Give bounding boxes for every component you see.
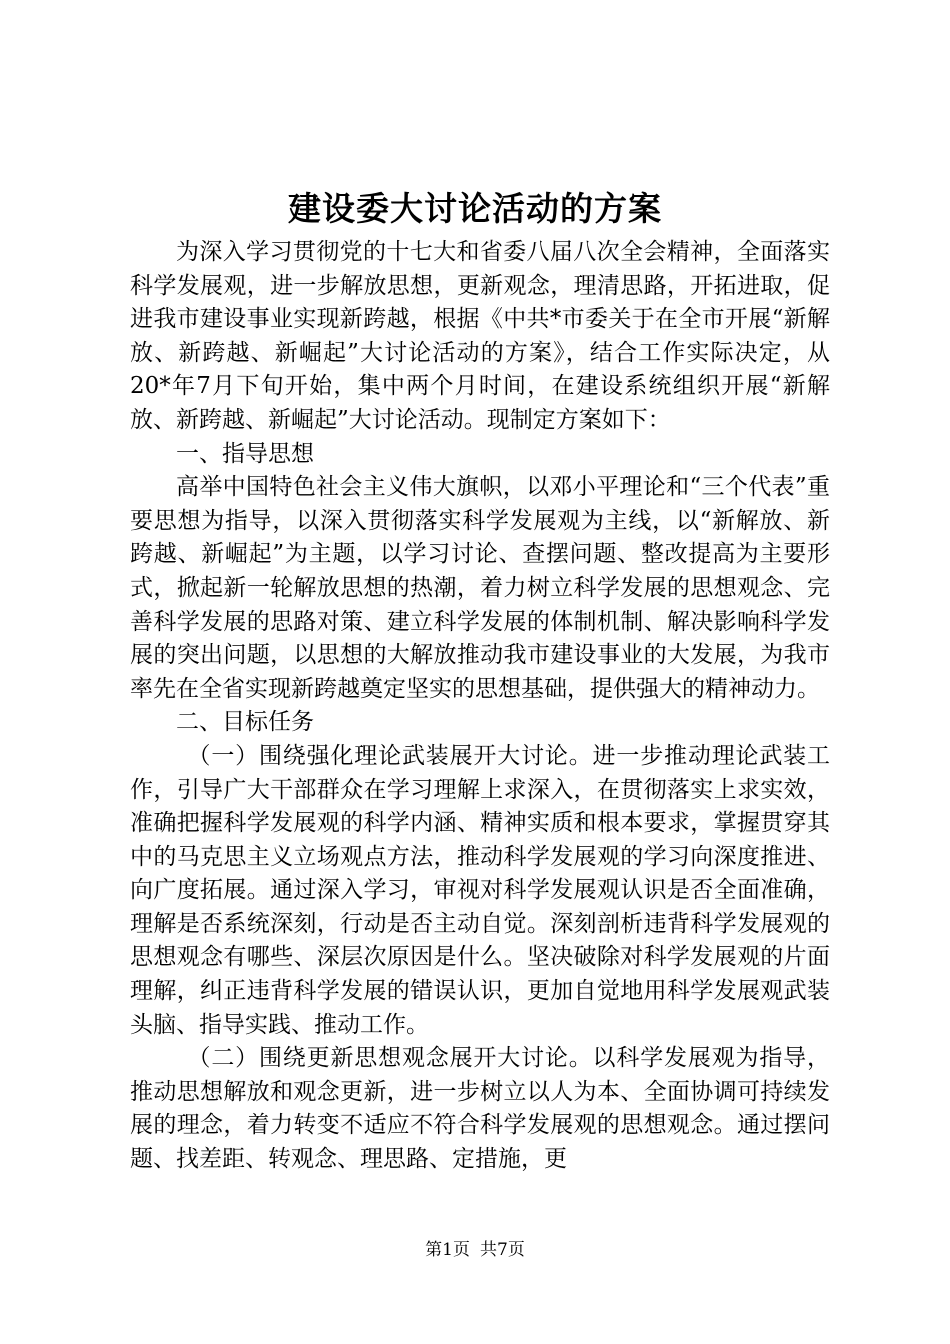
page-footer [0, 1238, 950, 1262]
document-body [130, 236, 830, 1177]
task-item-2-paragraph: （二）围绕更新思想观念展开大讨论。以科学发展观为指导，推动思想解放和观念更新，进一步树立以人为本、全面协调可持续发展的理念，着力转变不适应不符合科学发展观的思想观念。通过摆问题、找差距、转观念、理思路、定措施，更 [130, 1045, 830, 1173]
intro-paragraph: 为深入学习贯彻党的十七大和省委八届八次全会精神，全面落实科学发展观，进一步解放思想，更新观念，理清思路，开拓进取，促进我市建设事业实现新跨越，根据《中共*市委关于在全市开展“新解放、新跨越、新崛起”大讨论活动的方案》，结合工作实际决定，从20*年7月下旬开始，集中两个月时间，在建设系统组织开展“新解放、新跨越、新崛起”大讨论活动。现制定方案如下： [130, 239, 830, 433]
task-item-1-paragraph: （一）围绕强化理论武装展开大讨论。进一步推动理论武装工作，引导广大干部群众在学习理解上求深入，在贯彻落实上求实效，准确把握科学发展观的科学内涵、精神实质和根本要求，掌握贯穿其中的马克思主义立场观点方法，推动科学发展观的学习向深度推进、向广度拓展。通过深入学习，审视对科学发展观认识是否全面准确，理解是否系统深刻，行动是否主动自觉。深刻剖析违背科学发展观的思想观念有哪些、深层次原因是什么。坚决破除对科学发展观的片面理解，纠正违背科学发展的错误认识，更加自觉地用科学发展观武装头脑、指导实践、推动工作。 [130, 742, 830, 1038]
document-title: 建设委大讨论活动的方案 [288, 189, 662, 228]
guiding-ideology-paragraph: 高举中国特色社会主义伟大旗帜，以邓小平理论和“三个代表”重要思想为指导，以深入贯彻落实科学发展观为主线，以“新解放、新跨越、新崛起”为主题，以学习讨论、查摆问题、整改提高为主要形式，掀起新一轮解放思想的热潮，着力树立科学发展的思想观念、完善科学发展的思路对策、建立科学发展的体制机制、解决影响科学发展的突出问题，以思想的大解放推动我市建设事业的大发展，为我市率先在全省实现新跨越奠定坚实的思想基础，提供强大的精神动力。 [130, 474, 830, 702]
page-total: 共7页 [480, 1240, 525, 1260]
section-heading-guiding-ideology: 一、指导思想 [176, 440, 314, 467]
page-number: 第1页 [425, 1240, 470, 1260]
section-heading-goals-tasks: 二、目标任务 [176, 709, 314, 736]
